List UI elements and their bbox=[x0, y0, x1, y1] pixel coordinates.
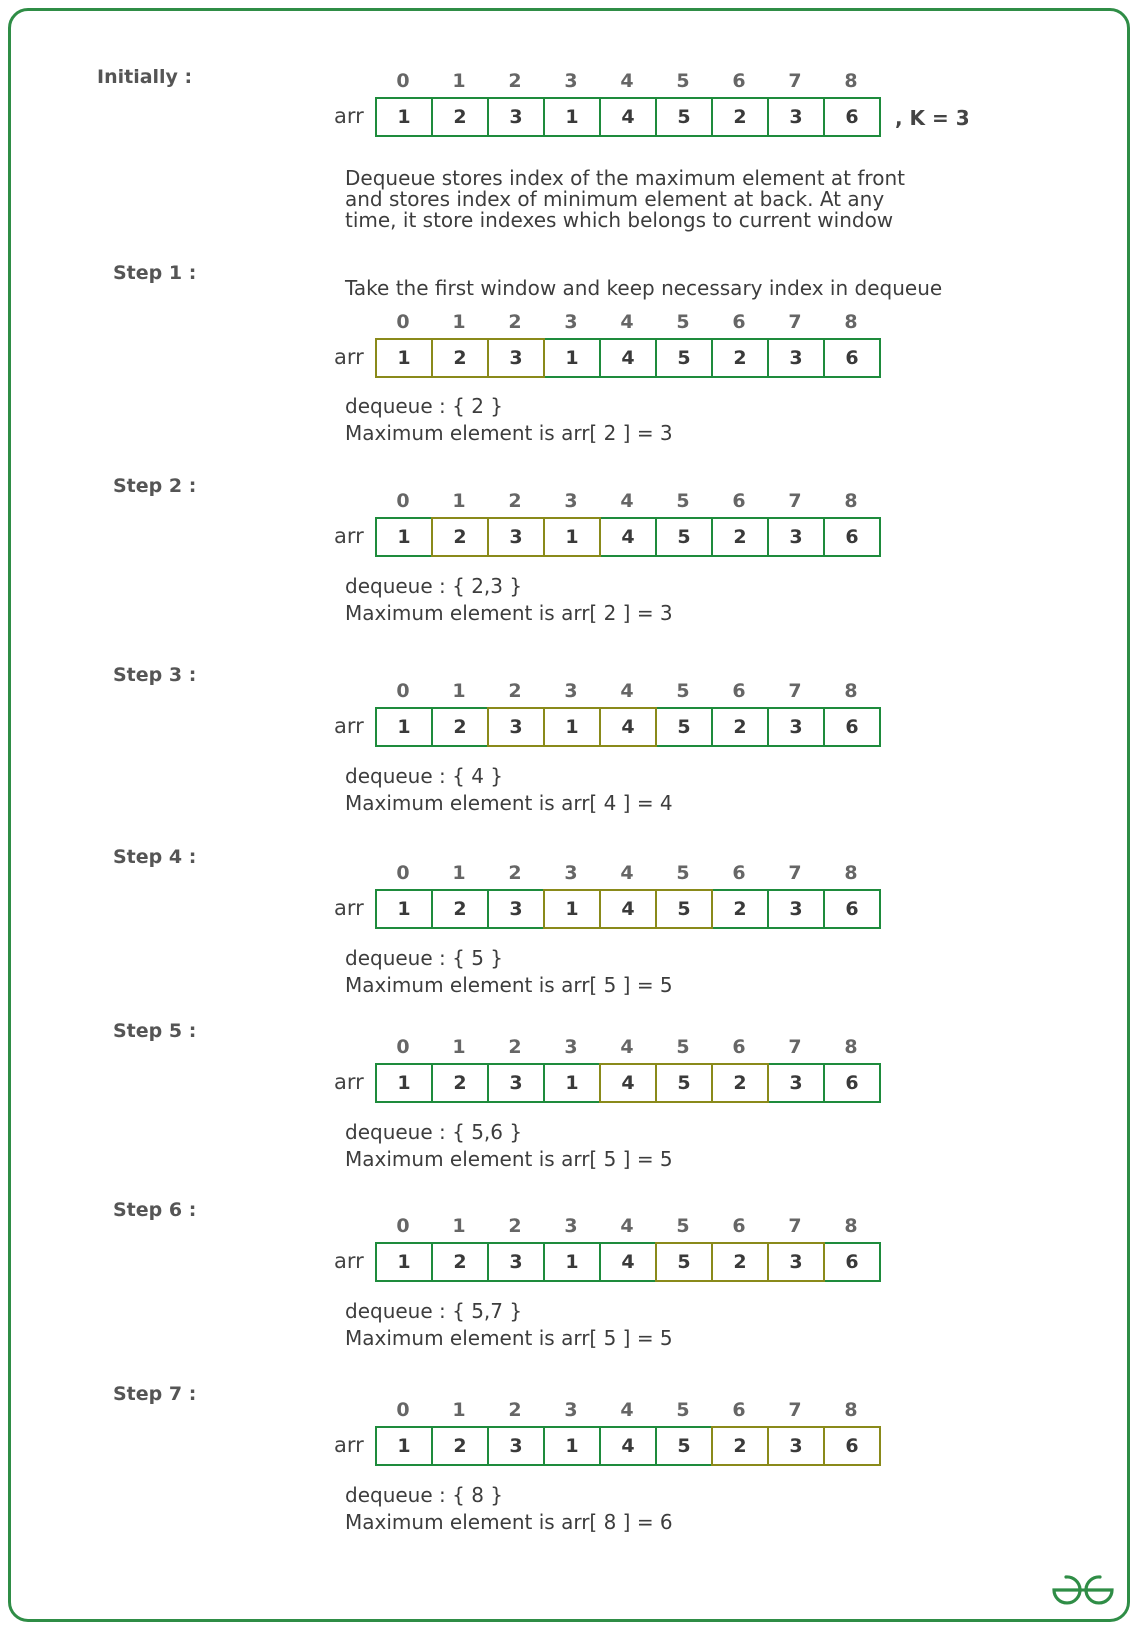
index-label: 3 bbox=[564, 1399, 578, 1421]
index-label: 4 bbox=[620, 1399, 634, 1421]
index-label: 7 bbox=[788, 862, 802, 884]
page-frame bbox=[8, 8, 1130, 1622]
description-line: and stores index of minimum element at back. At any bbox=[345, 187, 885, 211]
index-label: 2 bbox=[508, 70, 522, 92]
initial-label: Initially : bbox=[97, 66, 193, 88]
array-cell: 3 bbox=[767, 338, 825, 378]
array-cell: 6 bbox=[823, 97, 881, 137]
index-label: 4 bbox=[620, 70, 634, 92]
array-cell: 1 bbox=[375, 97, 433, 137]
index-label: 6 bbox=[732, 70, 746, 92]
array-cell-window: 2 bbox=[711, 1242, 769, 1282]
array-cell: 5 bbox=[655, 1426, 713, 1466]
index-label: 3 bbox=[564, 862, 578, 884]
description-line: Dequeue stores index of the maximum element at front bbox=[345, 166, 905, 190]
index-label: 1 bbox=[452, 490, 466, 512]
array-cell: 3 bbox=[767, 517, 825, 557]
geeksforgeeks-logo-icon bbox=[1048, 1568, 1118, 1608]
step-4-max: Maximum element is arr[ 5 ] = 5 bbox=[345, 973, 673, 997]
index-label: 7 bbox=[788, 490, 802, 512]
index-label: 0 bbox=[396, 1399, 410, 1421]
array-cell: 6 bbox=[823, 1063, 881, 1103]
index-label: 6 bbox=[732, 1399, 746, 1421]
array-cell: 5 bbox=[655, 338, 713, 378]
index-label: 3 bbox=[564, 1036, 578, 1058]
step-7-max: Maximum element is arr[ 8 ] = 6 bbox=[345, 1510, 673, 1534]
array-cell: 1 bbox=[375, 1242, 433, 1282]
index-label: 6 bbox=[732, 311, 746, 333]
array-cell-window: 1 bbox=[543, 707, 601, 747]
index-label: 5 bbox=[676, 862, 690, 884]
step-3-max: Maximum element is arr[ 4 ] = 4 bbox=[345, 791, 673, 815]
array-cell-window: 6 bbox=[823, 1426, 881, 1466]
step-1-max: Maximum element is arr[ 2 ] = 3 bbox=[345, 421, 673, 445]
array-cell: 4 bbox=[599, 97, 657, 137]
array-cell: 6 bbox=[823, 889, 881, 929]
index-label: 1 bbox=[452, 1215, 466, 1237]
array-cell: 2 bbox=[431, 97, 489, 137]
index-label: 8 bbox=[844, 490, 858, 512]
index-label: 7 bbox=[788, 70, 802, 92]
step-3-deque: dequeue : { 4 } bbox=[345, 764, 503, 788]
step-4-label: Step 4 : bbox=[113, 846, 197, 868]
array-cell: 1 bbox=[543, 338, 601, 378]
array-row bbox=[375, 338, 879, 376]
array-cell-window: 3 bbox=[487, 517, 545, 557]
array-cell: 2 bbox=[711, 889, 769, 929]
index-label: 8 bbox=[844, 1036, 858, 1058]
array-cell: 2 bbox=[431, 889, 489, 929]
step-7-deque: dequeue : { 8 } bbox=[345, 1483, 503, 1507]
index-label: 1 bbox=[452, 1036, 466, 1058]
index-label: 6 bbox=[732, 680, 746, 702]
array-cell-window: 5 bbox=[655, 1242, 713, 1282]
index-label: 2 bbox=[508, 490, 522, 512]
arr-label: arr bbox=[334, 1070, 364, 1094]
array-cell: 2 bbox=[711, 517, 769, 557]
step-1-label: Step 1 : bbox=[113, 262, 197, 284]
array-cell: 1 bbox=[375, 517, 433, 557]
index-label: 4 bbox=[620, 1036, 634, 1058]
index-label: 1 bbox=[452, 1399, 466, 1421]
index-label: 6 bbox=[732, 862, 746, 884]
array-row bbox=[375, 97, 879, 135]
step-2-deque: dequeue : { 2,3 } bbox=[345, 574, 523, 598]
index-label: 6 bbox=[732, 490, 746, 512]
index-label: 2 bbox=[508, 1036, 522, 1058]
array-cell: 5 bbox=[655, 97, 713, 137]
description-line: time, it store indexes which belongs to current window bbox=[345, 208, 894, 232]
array-cell-window: 5 bbox=[655, 889, 713, 929]
index-label: 3 bbox=[564, 490, 578, 512]
index-label: 0 bbox=[396, 862, 410, 884]
index-label: 3 bbox=[564, 70, 578, 92]
step-6-deque: dequeue : { 5,7 } bbox=[345, 1299, 523, 1323]
arr-label: arr bbox=[334, 524, 364, 548]
index-label: 1 bbox=[452, 680, 466, 702]
array-cell: 1 bbox=[375, 707, 433, 747]
array-row bbox=[375, 1242, 879, 1280]
index-label: 6 bbox=[732, 1036, 746, 1058]
index-label: 8 bbox=[844, 680, 858, 702]
array-cell-window: 1 bbox=[543, 889, 601, 929]
index-label: 2 bbox=[508, 311, 522, 333]
index-label: 7 bbox=[788, 1399, 802, 1421]
step-7-label: Step 7 : bbox=[113, 1383, 197, 1405]
k-label: , K = 3 bbox=[895, 106, 970, 130]
array-cell: 6 bbox=[823, 1242, 881, 1282]
index-label: 2 bbox=[508, 680, 522, 702]
step-5-max: Maximum element is arr[ 5 ] = 5 bbox=[345, 1147, 673, 1171]
array-cell: 6 bbox=[823, 707, 881, 747]
step-2-max: Maximum element is arr[ 2 ] = 3 bbox=[345, 601, 673, 625]
array-cell: 3 bbox=[767, 707, 825, 747]
index-label: 5 bbox=[676, 311, 690, 333]
array-cell: 2 bbox=[711, 97, 769, 137]
step-6-max: Maximum element is arr[ 5 ] = 5 bbox=[345, 1326, 673, 1350]
index-label: 4 bbox=[620, 680, 634, 702]
array-cell: 2 bbox=[431, 1426, 489, 1466]
index-label: 2 bbox=[508, 862, 522, 884]
array-cell: 1 bbox=[543, 97, 601, 137]
array-cell: 2 bbox=[431, 1063, 489, 1103]
array-cell: 2 bbox=[711, 338, 769, 378]
array-cell: 3 bbox=[767, 889, 825, 929]
array-cell: 4 bbox=[599, 338, 657, 378]
initial-description bbox=[345, 168, 905, 231]
array-row bbox=[375, 889, 879, 927]
index-label: 8 bbox=[844, 1215, 858, 1237]
array-cell-window: 2 bbox=[431, 338, 489, 378]
index-label: 1 bbox=[452, 70, 466, 92]
array-cell-window: 3 bbox=[767, 1426, 825, 1466]
index-label: 1 bbox=[452, 862, 466, 884]
array-cell: 1 bbox=[375, 1426, 433, 1466]
step-6-label: Step 6 : bbox=[113, 1199, 197, 1221]
array-cell: 3 bbox=[767, 97, 825, 137]
step-2-label: Step 2 : bbox=[113, 475, 197, 497]
index-label: 0 bbox=[396, 311, 410, 333]
index-label: 8 bbox=[844, 311, 858, 333]
index-label: 7 bbox=[788, 680, 802, 702]
array-cell: 2 bbox=[711, 707, 769, 747]
index-label: 8 bbox=[844, 1399, 858, 1421]
arr-label: arr bbox=[334, 345, 364, 369]
index-label: 3 bbox=[564, 680, 578, 702]
arr-label: arr bbox=[334, 714, 364, 738]
array-cell-window: 2 bbox=[711, 1063, 769, 1103]
index-label: 3 bbox=[564, 1215, 578, 1237]
index-label: 8 bbox=[844, 70, 858, 92]
array-cell: 6 bbox=[823, 338, 881, 378]
array-cell: 1 bbox=[543, 1426, 601, 1466]
array-row bbox=[375, 707, 879, 745]
index-label: 5 bbox=[676, 680, 690, 702]
logo-strokes bbox=[1054, 1577, 1112, 1603]
index-label: 6 bbox=[732, 1215, 746, 1237]
array-cell: 1 bbox=[375, 1063, 433, 1103]
array-cell-window: 3 bbox=[487, 707, 545, 747]
array-cell: 2 bbox=[431, 1242, 489, 1282]
array-cell-window: 1 bbox=[543, 517, 601, 557]
index-label: 5 bbox=[676, 70, 690, 92]
index-label: 2 bbox=[508, 1399, 522, 1421]
step-3-label: Step 3 : bbox=[113, 664, 197, 686]
index-label: 4 bbox=[620, 862, 634, 884]
step-5-label: Step 5 : bbox=[113, 1020, 197, 1042]
array-row bbox=[375, 517, 879, 555]
arr-label: arr bbox=[334, 1249, 364, 1273]
array-cell: 3 bbox=[487, 1063, 545, 1103]
array-cell: 3 bbox=[487, 1242, 545, 1282]
arr-label: arr bbox=[334, 1433, 364, 1457]
array-cell: 1 bbox=[543, 1063, 601, 1103]
index-label: 8 bbox=[844, 862, 858, 884]
index-label: 7 bbox=[788, 1036, 802, 1058]
array-cell: 5 bbox=[655, 517, 713, 557]
index-label: 4 bbox=[620, 311, 634, 333]
arr-label: arr bbox=[334, 896, 364, 920]
step-1-intro: Take the first window and keep necessary index in dequeue bbox=[345, 276, 943, 300]
step-4-deque: dequeue : { 5 } bbox=[345, 946, 503, 970]
index-label: 0 bbox=[396, 490, 410, 512]
index-label: 5 bbox=[676, 1215, 690, 1237]
array-cell-window: 5 bbox=[655, 1063, 713, 1103]
array-cell-window: 4 bbox=[599, 889, 657, 929]
array-cell-window: 3 bbox=[767, 1242, 825, 1282]
array-row bbox=[375, 1426, 879, 1464]
array-cell-window: 2 bbox=[711, 1426, 769, 1466]
array-cell-window: 4 bbox=[599, 707, 657, 747]
arr-label: arr bbox=[334, 104, 364, 128]
index-label: 4 bbox=[620, 1215, 634, 1237]
array-cell: 4 bbox=[599, 1426, 657, 1466]
index-label: 2 bbox=[508, 1215, 522, 1237]
array-cell-window: 3 bbox=[487, 338, 545, 378]
step-1-deque: dequeue : { 2 } bbox=[345, 394, 503, 418]
array-cell: 3 bbox=[487, 97, 545, 137]
array-cell: 1 bbox=[543, 1242, 601, 1282]
array-cell: 3 bbox=[487, 1426, 545, 1466]
index-label: 5 bbox=[676, 1036, 690, 1058]
index-label: 0 bbox=[396, 680, 410, 702]
index-label: 7 bbox=[788, 311, 802, 333]
array-cell-window: 4 bbox=[599, 1063, 657, 1103]
step-5-deque: dequeue : { 5,6 } bbox=[345, 1120, 523, 1144]
array-cell: 4 bbox=[599, 1242, 657, 1282]
array-cell: 1 bbox=[375, 889, 433, 929]
array-cell: 3 bbox=[487, 889, 545, 929]
array-cell-window: 1 bbox=[375, 338, 433, 378]
index-label: 3 bbox=[564, 311, 578, 333]
index-label: 1 bbox=[452, 311, 466, 333]
index-label: 0 bbox=[396, 1036, 410, 1058]
index-label: 4 bbox=[620, 490, 634, 512]
array-cell: 5 bbox=[655, 707, 713, 747]
index-label: 7 bbox=[788, 1215, 802, 1237]
index-label: 5 bbox=[676, 490, 690, 512]
array-cell: 6 bbox=[823, 517, 881, 557]
array-cell: 3 bbox=[767, 1063, 825, 1103]
array-cell-window: 2 bbox=[431, 517, 489, 557]
array-cell: 4 bbox=[599, 517, 657, 557]
index-label: 5 bbox=[676, 1399, 690, 1421]
index-label: 0 bbox=[396, 70, 410, 92]
index-label: 0 bbox=[396, 1215, 410, 1237]
array-row bbox=[375, 1063, 879, 1101]
array-cell: 2 bbox=[431, 707, 489, 747]
